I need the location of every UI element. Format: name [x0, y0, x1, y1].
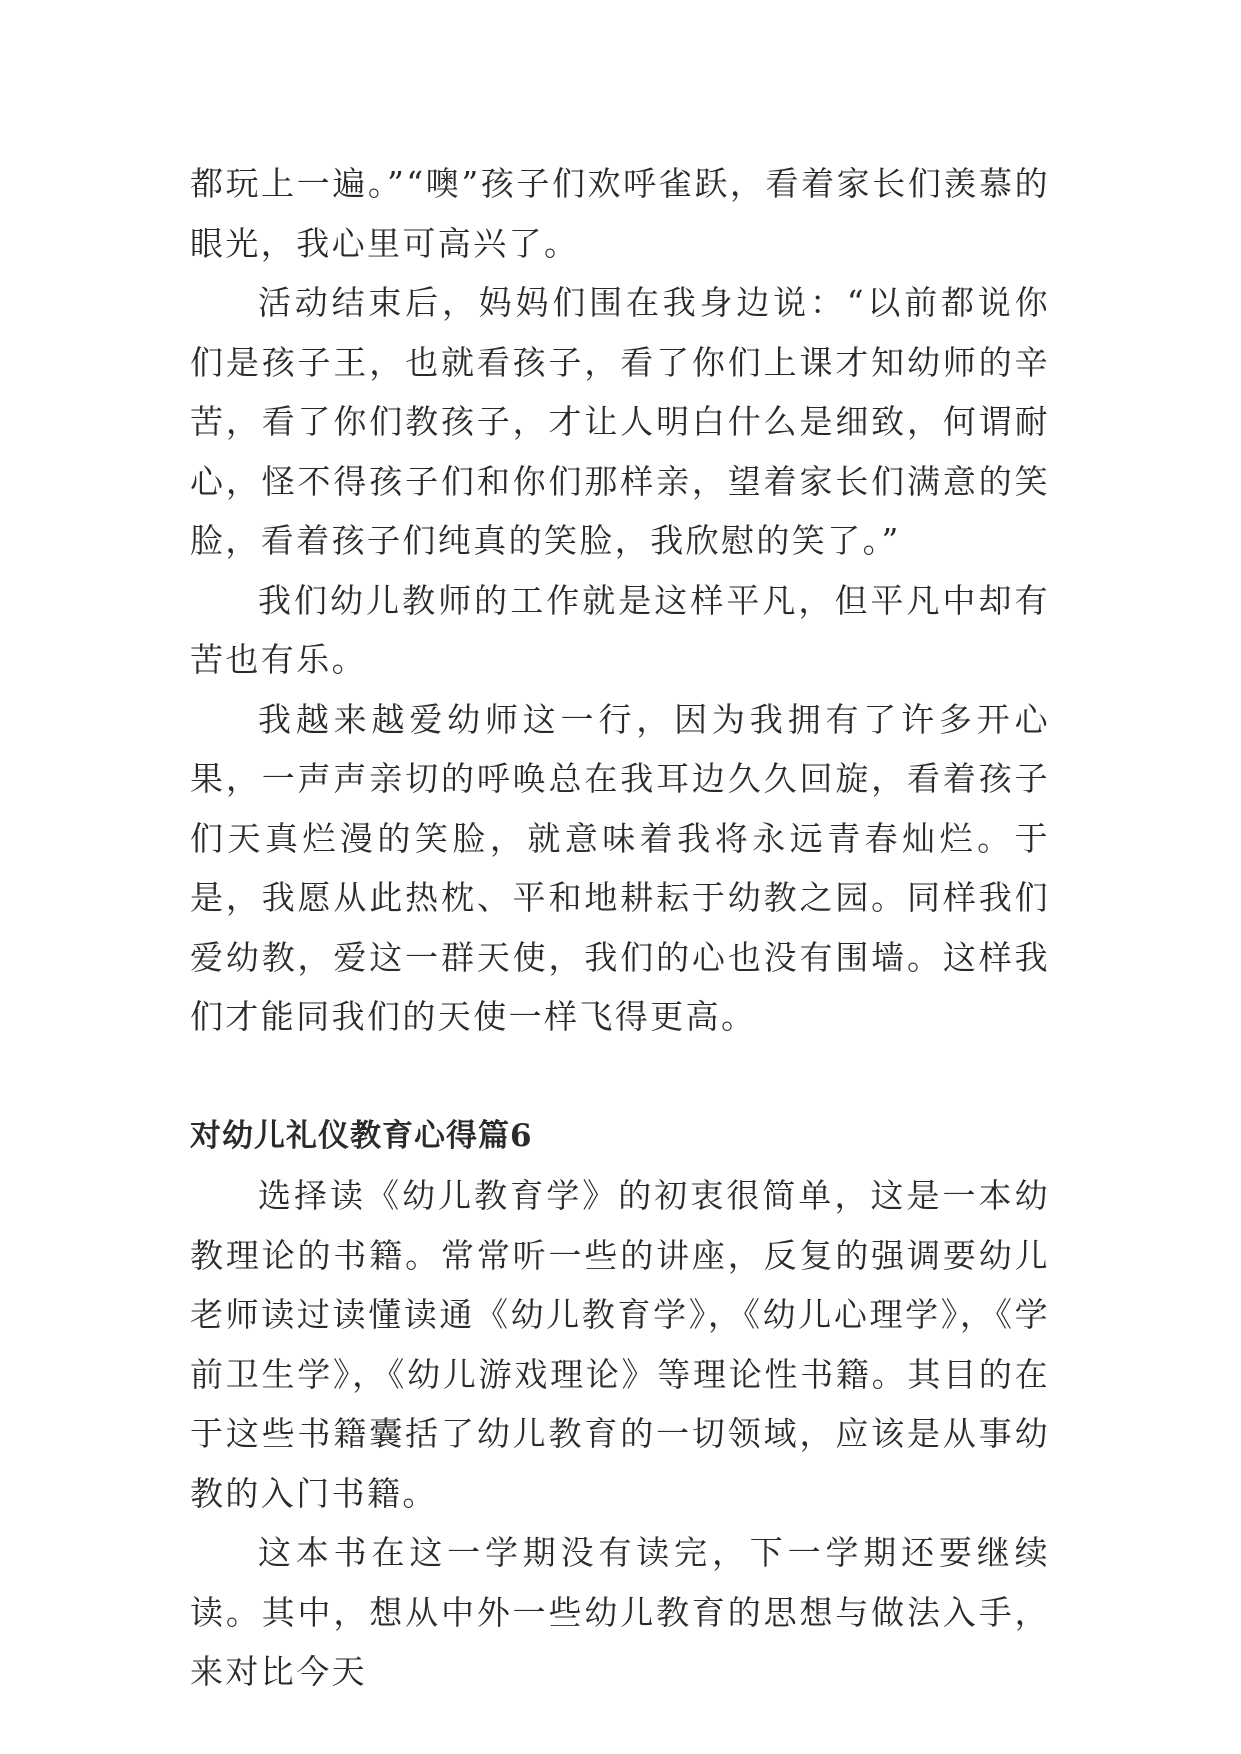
paragraph-love-teaching: 我越来越爱幼师这一行，因为我拥有了许多开心果，一声声亲切的呼唤总在我耳边久久回旋，看着孩子们天真烂漫的笑脸，就意味着我将永远青春灿烂。于是，我愿从此热枕、平和地耕耘于幼教之园。同样我们爱幼教，爱这一群天使，我们的心也没有围墙。这样我们才能同我们的天使一样飞得更高。: [190, 699, 1050, 1036]
paragraph-continuation: 都玩上一遍。”“噢”孩子们欢呼雀跃，看着家长们羡慕的眼光，我心里可高兴了。: [190, 164, 1050, 263]
paragraph-reading-choice: 选择读《幼儿教育学》的初衷很简单，这是一本幼教理论的书籍。常常听一些的讲座，反复的强调要幼儿老师读过读懂读通《幼儿教育学》，《幼儿心理学》，《学前卫生学》，《幼儿游戏理论》等理论性书籍。其目的在于这些书籍囊括了幼儿教育的一切领域，应该是从事幼教的入门书籍。: [190, 1176, 1050, 1513]
paragraph-mothers-comment: 活动结束后，妈妈们围在我身边说：“以前都说你们是孩子王，也就看孩子，看了你们上课才知幼师的辛苦，看了你们教孩子，才让人明白什么是细致，何谓耐心，怪不得孩子们和你们那样亲，望着家长们满意的笑脸，看着孩子们纯真的笑脸，我欣慰的笑了。”: [190, 283, 1050, 560]
paragraph-reading-plan: 这本书在这一学期没有读完，下一学期还要继续读。其中，想从中外一些幼儿教育的思想与做法入手，来对比今天: [190, 1533, 1050, 1691]
document-page: [190, 154, 1050, 1702]
paragraph-ordinary-work: 我们幼儿教师的工作就是这样平凡，但平凡中却有苦也有乐。: [190, 580, 1050, 679]
section-heading: 对幼儿礼仪教育心得篇6: [190, 1117, 533, 1154]
